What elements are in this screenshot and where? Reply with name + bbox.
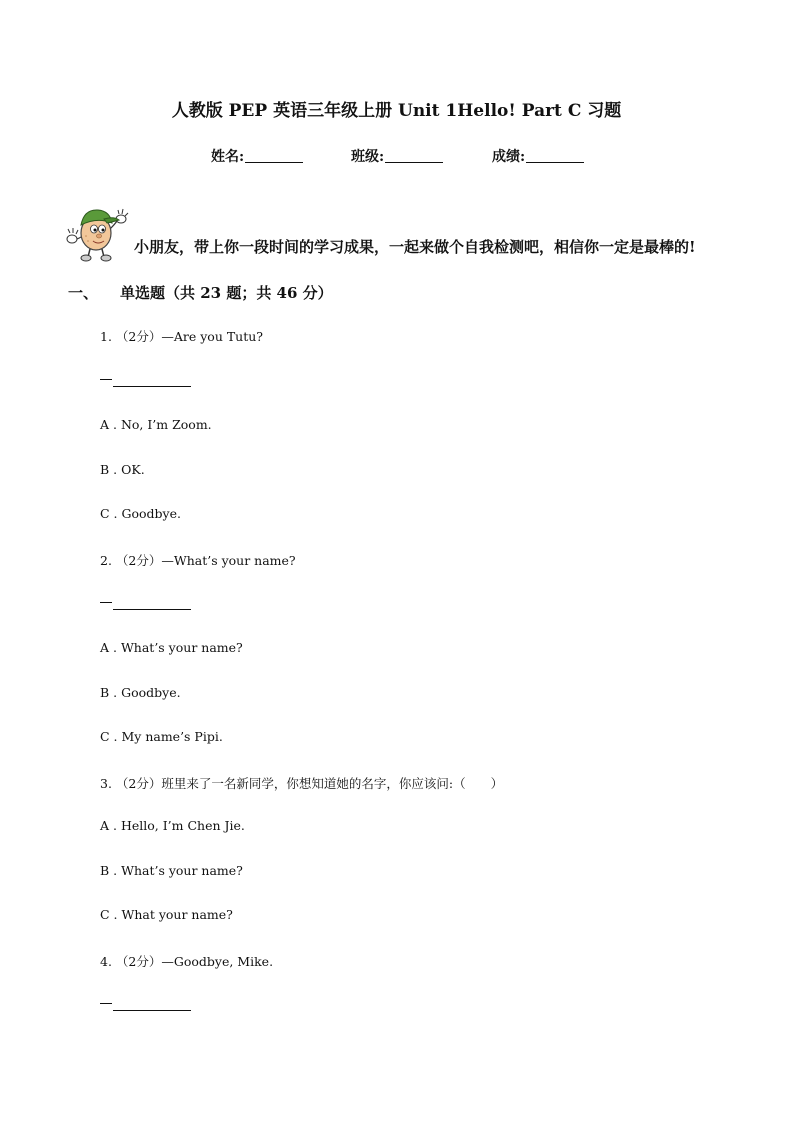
question-stem: 1. （2分）—Are you Tutu? (100, 329, 264, 344)
option-b[interactable]: B . OK. (100, 462, 145, 477)
cartoon-boy-mascot-icon (64, 203, 130, 263)
option-b[interactable]: B . What’s your name? (100, 863, 243, 878)
score-blank[interactable] (526, 148, 584, 163)
intro-text: 小朋友，带上你一段时间的学习成果，一起来做个自我检测吧，相信你一定是最棒的! (134, 238, 696, 256)
question-stem: 2. （2分）—What’s your name? (100, 553, 296, 568)
section-title: 单选题（共 23 题；共 46 分） (120, 284, 333, 302)
class-field[interactable] (351, 146, 443, 166)
option-b[interactable]: B . Goodbye. (100, 685, 181, 700)
option-c[interactable]: C . What your name? (100, 907, 233, 922)
class-label: 班级: (351, 149, 385, 165)
class-blank[interactable] (385, 148, 443, 163)
option-a[interactable]: A . Hello, I’m Chen Jie. (100, 818, 245, 833)
name-label: 姓名: (211, 149, 245, 165)
answer-blank[interactable] (100, 597, 192, 611)
name-field[interactable] (211, 146, 303, 166)
option-a[interactable]: A . What’s your name? (100, 640, 243, 655)
question-stem: 3. （2分）班里来了一名新同学，你想知道她的名字，你应该问:（ ） (100, 776, 504, 791)
answer-blank[interactable] (100, 374, 192, 388)
score-label: 成绩: (492, 149, 526, 165)
section-number: 一、 (68, 284, 99, 302)
name-blank[interactable] (245, 148, 303, 163)
answer-blank[interactable] (100, 998, 192, 1012)
student-info-row (0, 146, 793, 166)
section-heading (68, 282, 333, 303)
option-c[interactable]: C . Goodbye. (100, 506, 181, 521)
option-a[interactable]: A . No, I’m Zoom. (100, 417, 212, 432)
score-field[interactable] (492, 146, 584, 166)
option-c[interactable]: C . My name’s Pipi. (100, 729, 223, 744)
document-title: 人教版 PEP 英语三年级上册 Unit 1Hello! Part C 习题 (171, 101, 622, 121)
question-stem: 4. （2分）—Goodbye, Mike. (100, 954, 274, 969)
